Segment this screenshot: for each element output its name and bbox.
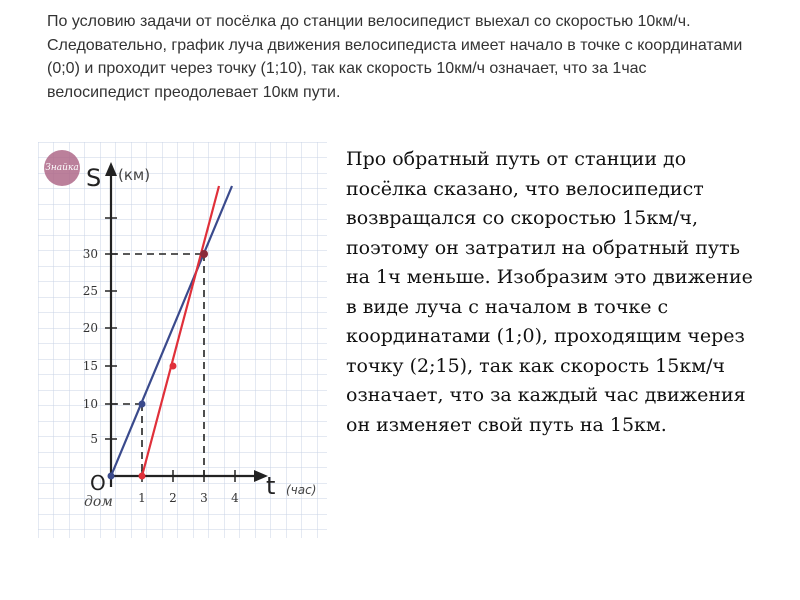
x-tick-3: 3 [200, 491, 208, 505]
point-3-30 [200, 250, 208, 258]
graph-svg [38, 142, 327, 538]
point-2-15 [170, 363, 177, 370]
x-axis-unit: (час) [286, 483, 317, 497]
y-axis-label: S [86, 164, 102, 192]
point-1-0 [139, 473, 146, 480]
x-tick-1: 1 [138, 491, 146, 505]
y-tick-25: 25 [82, 284, 98, 298]
y-tick-10: 10 [82, 397, 98, 411]
point-origin [108, 473, 115, 480]
y-tick-30: 30 [82, 247, 98, 261]
intro-paragraph: По условию задачи от посёлка до станции велосипедист выехал со скоростью 10км/ч. Следовательно, график луча движения велосипедиста имеет начало в точке с координатами (0;0) и проходит через точку (1;10), так как скорость 10км/ч означает, что за 1час велосипедист преодолевает 10км пути. [47, 13, 743, 101]
origin-caption: дом [84, 494, 113, 510]
y-tick-20: 20 [82, 321, 98, 335]
y-tick-5: 5 [90, 432, 98, 446]
x-tick-2: 2 [169, 491, 177, 505]
origin-label: O [90, 471, 106, 495]
grid-background [38, 142, 327, 538]
x-tick-4: 4 [231, 491, 239, 505]
y-axis-unit: (км) [118, 166, 151, 184]
logo-badge: Знайка [44, 150, 80, 186]
explanation-paragraph: Про обратный путь от станции до посёлка сказано, что велосипедист возвращался со скоростью 15км/ч, поэтому он затратил на обратный путь на 1ч меньше. Изобразим это движение в виде луча с началом в точке с координатами (1;0), проходящим через точку (2;15), так как скорость 15км/ч означает, что за каждый час движения он изменяет свой путь на 15км. [346, 148, 753, 436]
x-axis-label: t [266, 472, 276, 500]
point-1-10 [139, 401, 146, 408]
motion-graph [38, 142, 327, 538]
y-tick-15: 15 [82, 359, 98, 373]
